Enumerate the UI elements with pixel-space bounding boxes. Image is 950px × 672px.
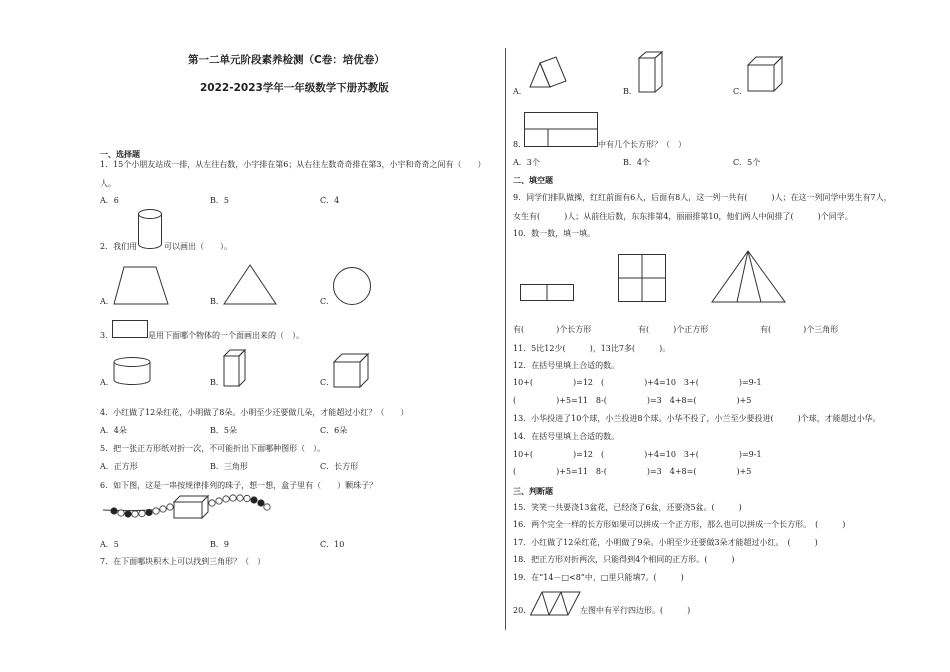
parallelogram-figure — [530, 591, 582, 617]
cylinder-lying-icon — [113, 356, 153, 388]
q10-answer-triangles[interactable]: 有( )个三角形 — [760, 325, 839, 334]
q2-option-b[interactable]: B． — [210, 297, 224, 306]
question-9-cont: 女生有( )人；从前往后数，东东排第4，丽丽排第10，他们两人中间排了( )个同学。 — [513, 212, 853, 221]
question-1-cont: 人。 — [100, 179, 116, 188]
q2-option-c[interactable]: C． — [320, 297, 335, 306]
trapezoid-shape — [112, 265, 170, 307]
q10-answer-rectangles[interactable]: 有( )个长方形 — [513, 325, 592, 334]
page-subtitle: 2022-2023学年一年级数学下册苏教版 — [200, 82, 389, 94]
q7-option-c[interactable]: C． — [733, 87, 748, 96]
question-18: 18．把正方形对折两次，只能得到4个相同的正方形。( ) — [513, 555, 735, 564]
section-judge-title: 三、判断题 — [513, 487, 553, 496]
bead-string-figure — [100, 490, 275, 526]
question-8: 中有几个长方形？（ ） — [598, 140, 686, 149]
q3-option-c[interactable]: C． — [320, 378, 335, 387]
question-6: 6．如下图，这是一串按规律排列的珠子，想一想，盒子里有（ ）颗珠子？ — [100, 481, 378, 490]
question-7: 7．在下面哪块积木上可以找到三角形？（ ） — [100, 557, 266, 566]
q2-option-a[interactable]: A． — [100, 297, 114, 306]
q8-option-a[interactable]: A．3个 — [513, 158, 540, 167]
triangular-prism-icon — [528, 55, 570, 93]
question-2-cont: 可以画出（ ）。 — [164, 242, 232, 251]
q5-option-b[interactable]: B．三角形 — [210, 462, 248, 471]
box-icon — [174, 496, 208, 518]
q7-option-b[interactable]: B． — [623, 87, 637, 96]
q8-option-b[interactable]: B．4个 — [623, 158, 650, 167]
question-20-number: 20． — [513, 606, 532, 615]
q10-answer-squares[interactable]: 有( )个正方形 — [638, 325, 709, 334]
question-19: 19．在“14－□<8”中，□里只能填7。( ) — [513, 573, 684, 582]
q4-option-c[interactable]: C．6朵 — [320, 426, 348, 435]
question-4: 4．小红做了12朵红花，小明做了8朵。小明至少还要做几朵，才能超过小红？（ ） — [100, 408, 409, 417]
cube-icon — [332, 352, 370, 388]
q14-equations-row2[interactable]: ( )+5=11 8-( )=3 4+8=( )+5 — [513, 467, 752, 476]
question-11: 11．5比12少( )，13比7多( )。 — [513, 344, 671, 353]
triangle-shape — [222, 264, 278, 306]
q12-equations-row1[interactable]: 10+( )=12 ( )+4=10 3+( )=9-1 — [513, 378, 762, 387]
q1-option-b[interactable]: B．5 — [210, 196, 229, 205]
bead-group-right — [209, 495, 270, 510]
q3-option-b[interactable]: B． — [210, 378, 224, 387]
q1-option-a[interactable]: A．6 — [100, 196, 119, 205]
question-15: 15．笑笑一共要浇13盆花，已经浇了6盆，还要浇5盆。( ) — [513, 503, 742, 512]
triangles-figure — [711, 250, 787, 304]
four-squares-figure — [618, 254, 668, 304]
question-8-number: 8． — [513, 140, 527, 149]
page-title: 第一二单元阶段素养检测（C卷：培优卷） — [188, 54, 385, 66]
question-16: 16．两个完全一样的长方形如果可以拼成一个正方形，那么也可以拼成一个长方形。 ( ) — [513, 520, 846, 529]
question-3-number: 3． — [100, 331, 114, 340]
question-12: 12．在括号里填上合适的数。 — [513, 361, 620, 370]
bead-group-left — [111, 504, 173, 517]
section-fill-title: 二、填空题 — [513, 176, 553, 185]
q7-option-a[interactable]: A． — [513, 87, 527, 96]
question-10: 10．数一数，填一填。 — [513, 229, 596, 238]
q4-option-a[interactable]: A．4朵 — [100, 426, 127, 435]
question-17: 17．小红做了12朵红花，小明做了9朵。小明至少还要做3朵才能超过小红。 ( ) — [513, 538, 818, 547]
question-3: 是用下面哪个物体的一个面画出来的（ ）。 — [148, 331, 304, 340]
cylinder-icon — [137, 208, 163, 250]
cube-icon-2 — [746, 55, 784, 93]
question-14: 14．在括号里填上合适的数。 — [513, 432, 620, 441]
q5-option-a[interactable]: A．正方形 — [100, 462, 138, 471]
question-2: 2．我们用 — [100, 242, 138, 251]
circle-shape — [332, 266, 372, 306]
question-1: 1．15个小朋友站成一排，从左往右数，小宇排在第6；从右往左数奇奇排在第3，小宇和奇奇之间有（ ） — [100, 160, 486, 169]
rectangle-shape — [112, 320, 150, 340]
q14-equations-row1[interactable]: 10+( )=12 ( )+4=10 3+( )=9-1 — [513, 450, 762, 459]
q1-option-c[interactable]: C．4 — [320, 196, 340, 205]
rectangles-figure — [524, 112, 600, 148]
q12-equations-row2[interactable]: ( )+5=11 8-( )=3 4+8=( )+5 — [513, 396, 752, 405]
two-rectangles-figure — [520, 284, 576, 304]
question-20: 左图中有平行四边形。( ) — [580, 606, 691, 615]
q4-option-b[interactable]: B．5朵 — [210, 426, 237, 435]
q8-option-c[interactable]: C．5个 — [733, 158, 761, 167]
q6-option-b[interactable]: B．9 — [210, 540, 229, 549]
q6-option-a[interactable]: A．5 — [100, 540, 119, 549]
section-choice-title: 一、选择题 — [100, 150, 140, 159]
question-9: 9．同学们排队做操，红红前面有6人，后面有8人，这一列一共有( )人；在这一列同学中男生有7人， — [513, 193, 892, 202]
cuboid-tall-icon-2 — [637, 50, 665, 94]
cuboid-tall-icon — [222, 348, 248, 388]
question-5: 5．把一张正方形纸对折一次，不可能折出下面哪种图形（ ）。 — [100, 444, 326, 453]
q6-option-c[interactable]: C．10 — [320, 540, 345, 549]
q5-option-c[interactable]: C．长方形 — [320, 462, 359, 471]
column-divider — [505, 48, 506, 630]
q3-option-a[interactable]: A． — [100, 378, 114, 387]
question-13: 13．小华投进了10个球，小兰投进8个球。小华不投了，小兰至少要投进( )个球，才能超过小华。 — [513, 414, 881, 423]
